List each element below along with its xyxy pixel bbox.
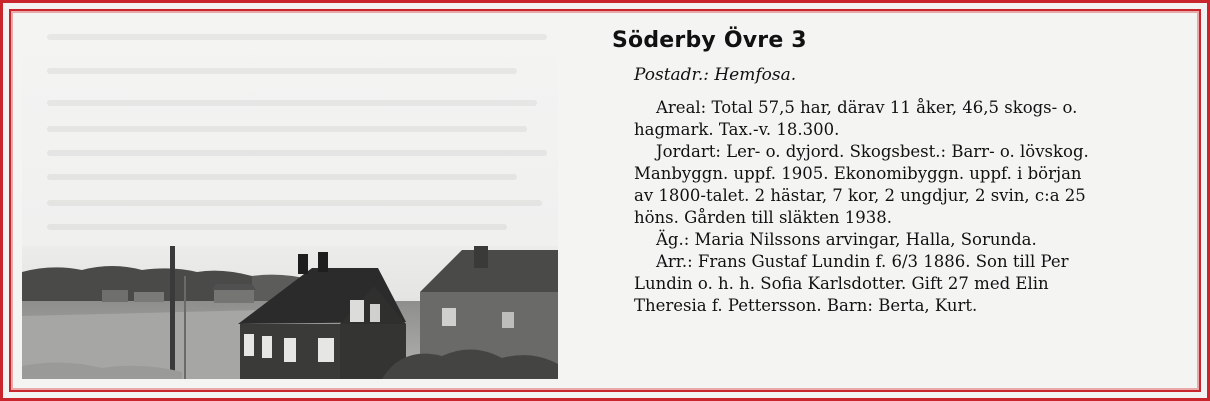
text-line: Äg.: Maria Nilssons arvingar, Halla, Sorunda.: [656, 230, 1037, 249]
entry-body: [612, 97, 1192, 317]
text-line: hagmark. Tax.-v. 18.300.: [634, 120, 840, 139]
text-line: Theresia f. Pettersson. Barn: Berta, Kurt.: [634, 296, 978, 315]
text-line: Jordart: Ler- o. dyjord. Skogsbest.: Barr- o. lövskog.: [656, 142, 1089, 161]
text-line: höns. Gården till släkten 1938.: [634, 208, 893, 227]
entry-title: Söderby Övre 3: [612, 28, 807, 53]
text-line: av 1800-talet. 2 hästar, 7 kor, 2 ungdjur, 2 svin, c:a 25: [634, 186, 1086, 205]
farmhouse-photo: [22, 246, 558, 379]
text-line: Manbyggn. uppf. 1905. Ekonomibyggn. uppf. i början: [634, 164, 1082, 183]
text-line: Lundin o. h. h. Sofia Karlsdotter. Gift 27 med Elin: [634, 274, 1049, 293]
entry-text: [612, 24, 1192, 317]
text-line: Arr.: Frans Gustaf Lundin f. 6/3 1886. Son till Per: [656, 252, 1069, 271]
postal-address: Postadr.: Hemfosa.: [634, 65, 797, 85]
text-line: Areal: Total 57,5 har, därav 11 åker, 46,5 skogs- o.: [656, 98, 1078, 117]
